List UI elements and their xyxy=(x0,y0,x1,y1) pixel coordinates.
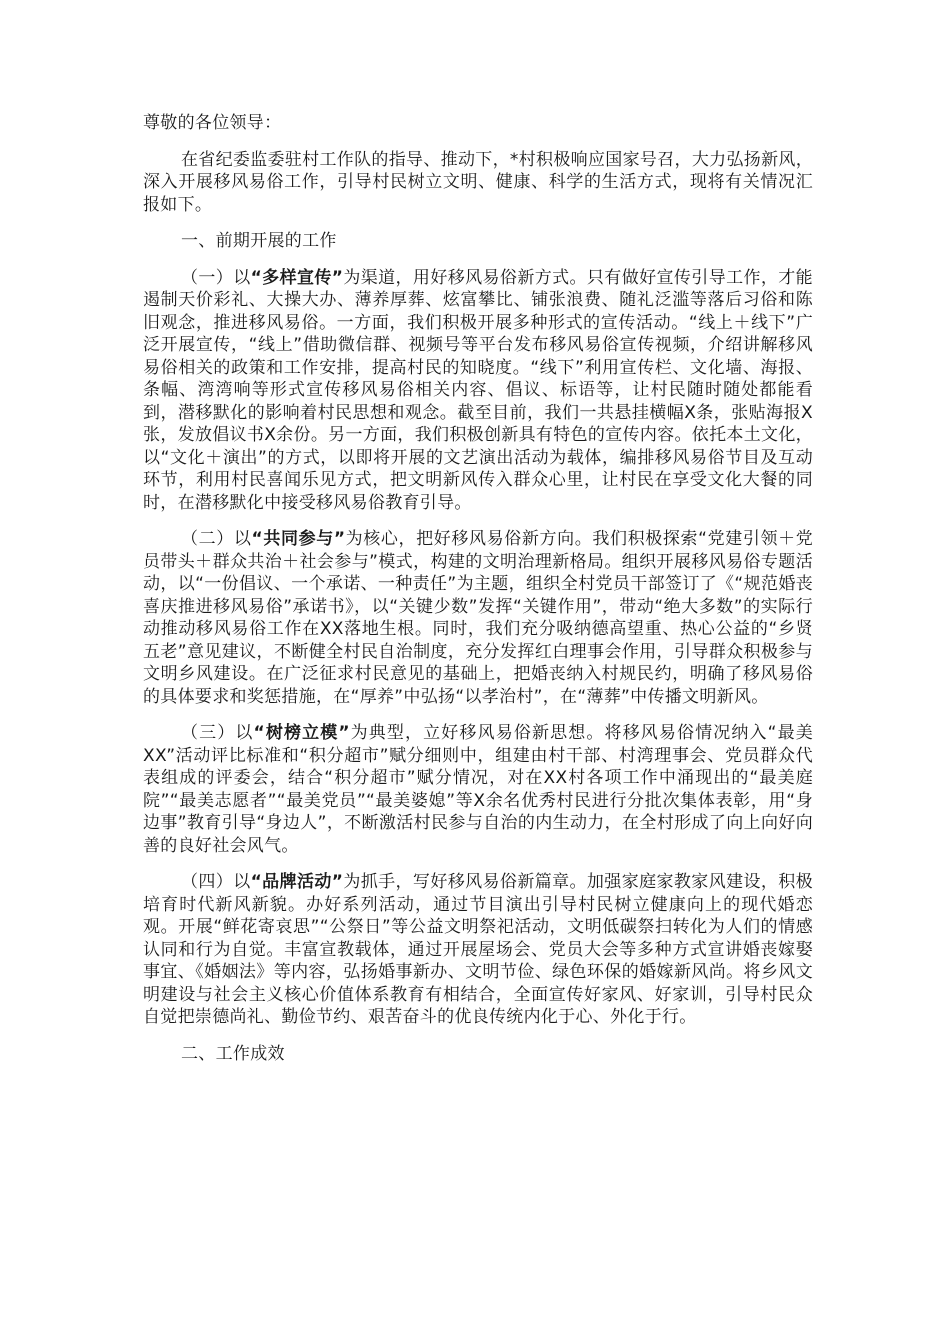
item-body: 为渠道，用好移风易俗新方式。只有做好宣传引导工作，才能遏制天价彩礼、大操大办、薄养厚葬、炫富攀比、铺张浪费、随礼泛滥等落后习俗和陈旧观念，推进移风易俗。一方面，我们积极开展多种形式的宣传活动。“线上＋线下”广泛开展宣传，“线上”借助微信群、视频号等平台发布移风易俗宣传视频，介绍讲解移风易俗相关的政策和工作安排，提高村民的知晓度。“线下”利用宣传栏、文化墙、海报、条幅、湾湾响等形式宣传移风易俗相关内容、倡议、标语等，让村民随时随处都能看到，潜移默化的影响着村民思想和观念。截至目前，我们一共悬挂横幅X条，张贴海报X张，发放倡议书X余份。另一方面，我们积极创新具有特色的宣传内容。依托本土文化，以“文化＋演出”的方式，以即将开展的文艺演出活动为载体，编排移风易俗节目及互动环节，利用村民喜闻乐见方式，把文明新风传入群众心里，让村民在享受文化大餐的同时，在潜移默化中接受移风易俗教育引导。 xyxy=(143,267,813,513)
salutation: 尊敬的各位领导： xyxy=(143,113,282,133)
item-title: “共同参与” xyxy=(251,529,346,549)
item-paragraph-3 xyxy=(143,722,813,857)
item-body: 为抓手，写好移风易俗新篇章。加强家庭家教家风建设，积极培育时代新风新貌。办好系列活动，通过节目演出引导村民树立健康向上的现代婚恋观。开展“鲜花寄哀思”“公祭日”等公益文明祭祀活动，文明低碳祭扫转化为人们的情感认同和行为自觉。丰富宣教载体，通过开展屋场会、党员大会等多种方式宣讲婚丧嫁娶事宜、《婚姻法》等内容，弘扬婚事新办、文明节俭、绿色环保的婚嫁新风尚。将乡风文明建设与社会主义核心价值体系教育有相结合，全面宣传好家风、好家训，引导村民众自觉把崇德尚礼、勤俭节约、艰苦奋斗的优良传统内化于心、外化于行。 xyxy=(143,872,813,1027)
item-paragraph-1 xyxy=(143,267,813,515)
item-title: “品牌活动” xyxy=(250,872,344,892)
item-paragraph-4 xyxy=(143,871,813,1029)
item-title: “多样宣传” xyxy=(250,267,344,288)
item-body: 为核心，把好移风易俗新方向。我们积极探索“党建引领＋党员带头＋群众共治＋社会参与”模式，构建的文明治理新格局。组织开展移风易俗专题活动，以“一份倡议、一个承诺、一种责任”为主题，组织全村党员干部签订了《“规范婚丧喜庆推进移风易俗”承诺书》，以“关键少数”发挥“关键作用”，带动“绝大多数”的实际行动推动移风易俗工作在XX落地生根。同时，我们充分吸纳德高望重、热心公益的“乡贤五老”意见建议，不断健全村民自治制度，充分发挥红白理事会作用，引导群众积极参与文明乡风建设。在广泛征求村民意见的基础上，把婚丧纳入村规民约，明确了移风易俗的具体要求和奖惩措施，在“厚养”中弘扬“以孝治村”，在“薄葬”中传播文明新风。 xyxy=(143,529,814,707)
item-lead: （四）以 xyxy=(181,872,251,892)
document-body xyxy=(143,112,813,1079)
item-lead: （二）以 xyxy=(181,529,252,549)
item-body: 为典型，立好移风易俗新思想。将移风易俗情况纳入“最美XX”活动评比标准和“积分超市”赋分细则中，组建由村干部、村湾理事会、党员群众代表组成的评委会，结合“积分超市”赋分情况，对在XX村各项工作中涌现出的“最美庭院”“最美志愿者”“最美党员”“最美婆媳”等X余名优秀村民进行分批次集体表彰，用“身边事”教育引导“身边人”，不断激活村民参与自治的内生动力，在全村形成了向上向好向善的良好社会风气。 xyxy=(143,723,813,856)
item-lead: （一）以 xyxy=(181,267,251,288)
item-paragraph-2 xyxy=(143,528,813,708)
intro-paragraph: 在省纪委监委驻村工作队的指导、推动下，*村积极响应国家号召，大力弘扬新风，深入开展移风易俗工作，引导村民树立文明、健康、科学的生活方式，现将有关情况汇报如下。 xyxy=(143,149,813,215)
section-heading-2: 二、工作成效 xyxy=(181,1043,285,1064)
section-heading-1: 一、前期开展的工作 xyxy=(181,231,337,251)
item-title: “树榜立模” xyxy=(253,723,350,743)
item-lead: （三）以 xyxy=(181,723,254,743)
